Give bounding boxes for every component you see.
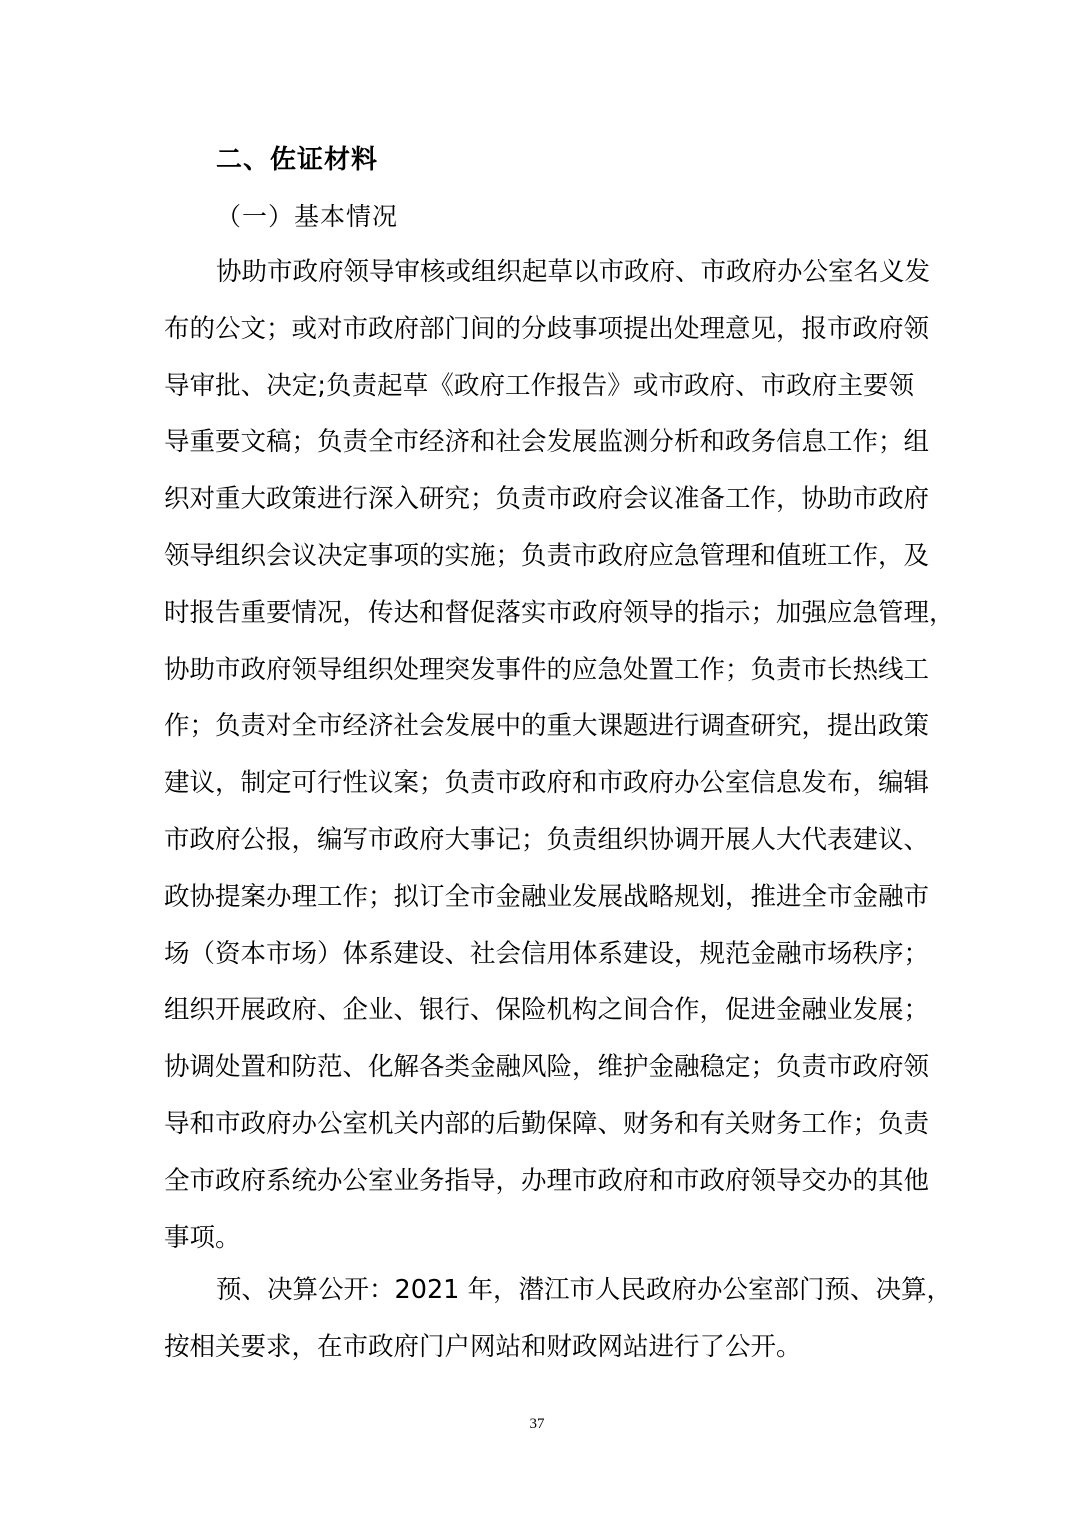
paragraph-line: 导和市政府办公室机关内部的后勤保障、财务和有关财务工作；负责 (164, 1108, 930, 1139)
paragraph-line: 布的公文；或对市政府部门间的分歧事项提出处理意见，报市政府领 (164, 313, 930, 344)
paragraph-line: 市政府公报，编写市政府大事记；负责组织协调开展人大代表建议、 (164, 824, 930, 855)
page-number: 37 (529, 1416, 545, 1432)
paragraph-line: 织对重大政策进行深入研究；负责市政府会议准备工作，协助市政府 (164, 484, 930, 515)
paragraph-line: 建议，制定可行性议案；负责市政府和市政府办公室信息发布，编辑 (164, 768, 930, 799)
paragraph-line: 预、决算公开：2021 年，潜江市人民政府办公室部门预、决算， (216, 1275, 953, 1305)
paragraph-line: 事项。 (164, 1222, 241, 1253)
paragraph-line: 领导组织会议决定事项的实施；负责市政府应急管理和值班工作，及 (164, 540, 930, 571)
paragraph-line: 按相关要求，在市政府门户网站和财政网站进行了公开。 (164, 1331, 802, 1362)
paragraph-line: 组织开展政府、企业、银行、保险机构之间合作，促进金融业发展； (164, 995, 930, 1026)
paragraph-line: 协助市政府领导审核或组织起草以市政府、市政府办公室名义发 (216, 257, 931, 287)
paragraph-line: 导审批、决定;负责起草《政府工作报告》或市政府、市政府主要领 (164, 370, 914, 401)
paragraph-line: 导重要文稿；负责全市经济和社会发展监测分析和政务信息工作；组 (164, 427, 930, 458)
paragraph-line: 全市政府系统办公室业务指导，办理市政府和市政府领导交办的其他 (164, 1165, 930, 1196)
paragraph-line: 时报告重要情况，传达和督促落实市政府领导的指示；加强应急管理， (164, 597, 955, 628)
subsection-heading: （一）基本情况 (216, 202, 399, 231)
paragraph-line: 场（资本市场）体系建设、社会信用体系建设，规范金融市场秩序； (164, 938, 930, 969)
paragraph-line: 协助市政府领导组织处理突发事件的应急处置工作；负责市长热线工 (164, 654, 930, 685)
section-heading: 二、佐证材料 (216, 145, 379, 175)
paragraph-line: 协调处置和防范、化解各类金融风险，维护金融稳定；负责市政府领 (164, 1052, 930, 1083)
paragraph-basic-info (164, 252, 955, 1274)
paragraph-line: 政协提案办理工作；拟订全市金融业发展战略规划，推进全市金融市 (164, 881, 930, 912)
paragraph-line: 作；负责对全市经济社会发展中的重大课题进行调查研究，提出政策 (164, 711, 930, 742)
paragraph-budget-disclosure (164, 1270, 953, 1384)
